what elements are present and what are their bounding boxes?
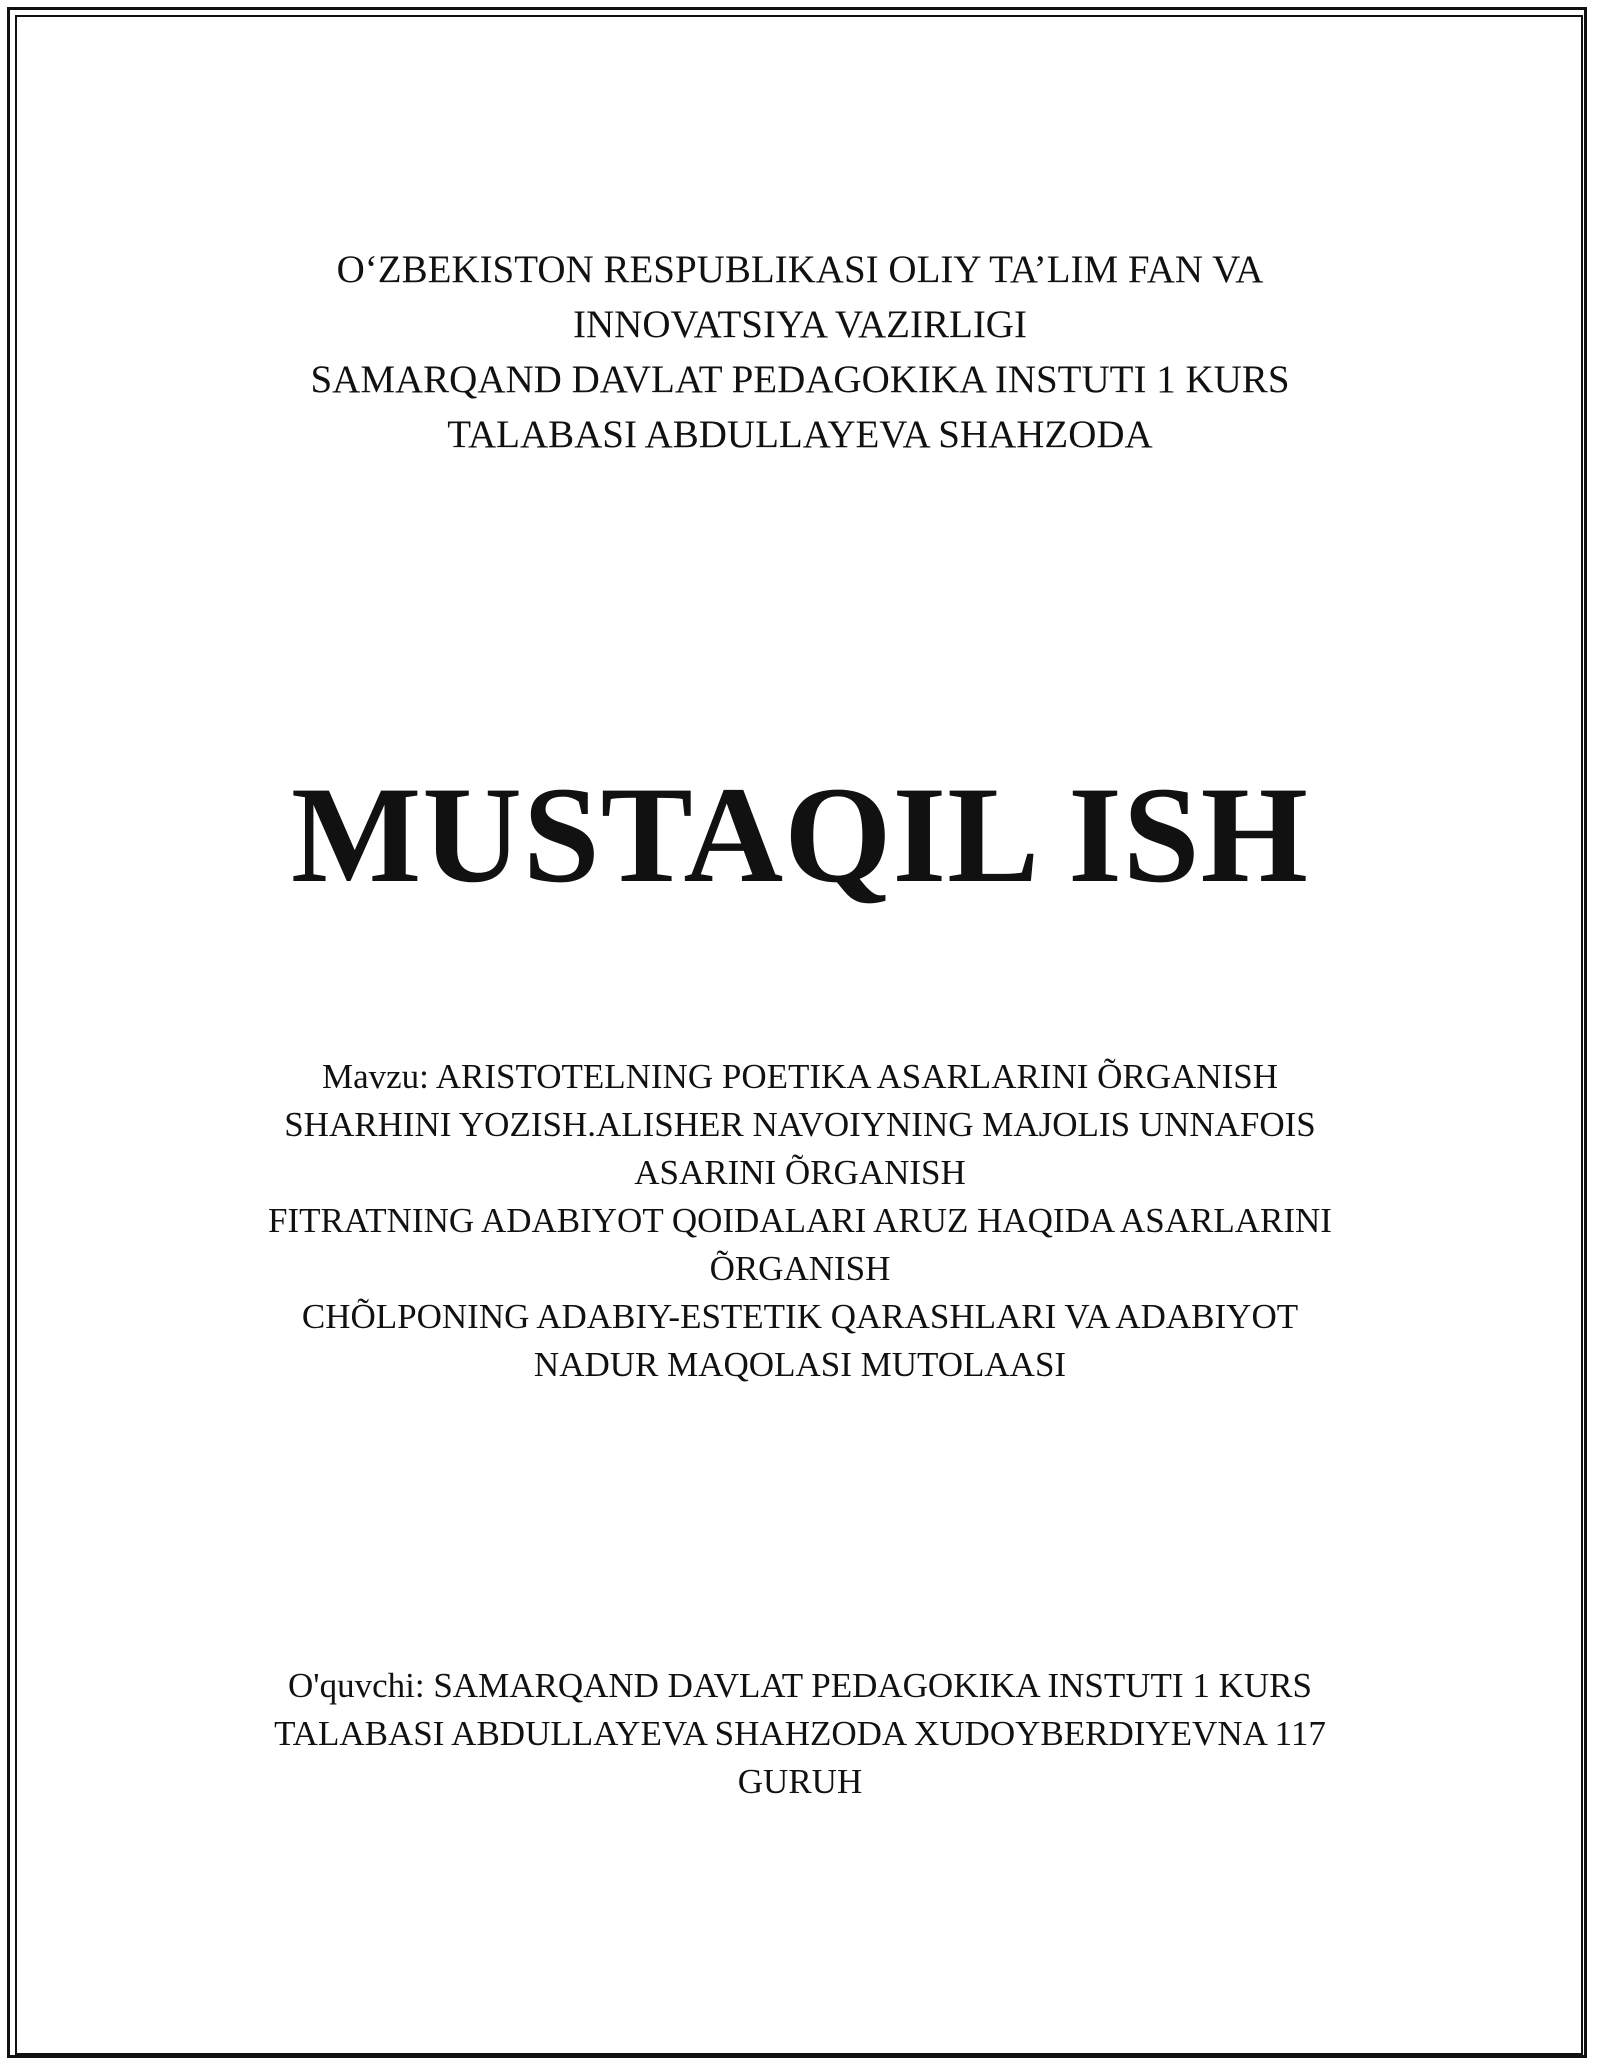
header-line: TALABASI ABDULLAYEVA SHAHZODA (447, 413, 1153, 456)
student-line: GURUH (737, 1762, 863, 1801)
ministry-header (160, 242, 1440, 462)
student-line: TALABASI ABDULLAYEVA SHAHZODA XUDOYBERDIYEVNA 117 (274, 1714, 1326, 1753)
header-line: INNOVATSIYA VAZIRLIGI (573, 303, 1027, 346)
document-title: MUSTAQIL ISH (291, 758, 1309, 911)
topic-line: SHARHINI YOZISH.ALISHER NAVOIYNING MAJOLIS UNNAFOIS (284, 1105, 1316, 1144)
topic-line: Mavzu: ARISTOTELNING POETIKA ASARLARINI ÕRGANISH (321, 1057, 1278, 1096)
topic-line: ÕRGANISH (709, 1249, 891, 1288)
topic-line: ASARINI ÕRGANISH (634, 1153, 966, 1192)
header-line: O‘ZBEKISTON RESPUBLIKASI OLIY TA’LIM FAN VA (336, 248, 1264, 291)
topic-block (160, 1053, 1440, 1389)
student-info (160, 1662, 1440, 1806)
topic-line: CHÕLPONING ADABIY-ESTETIK QARASHLARI VA ADABIYOT (301, 1297, 1299, 1336)
student-line: O'quvchi: SAMARQAND DAVLAT PEDAGOKIKA INSTUTI 1 KURS (288, 1666, 1312, 1705)
header-line: SAMARQAND DAVLAT PEDAGOKIKA INSTUTI 1 KURS (310, 358, 1290, 401)
topic-line: FITRATNING ADABIYOT QOIDALARI ARUZ HAQIDA ASARLARINI (268, 1201, 1332, 1240)
topic-line: NADUR MAQOLASI MUTOLAASI (533, 1345, 1067, 1384)
